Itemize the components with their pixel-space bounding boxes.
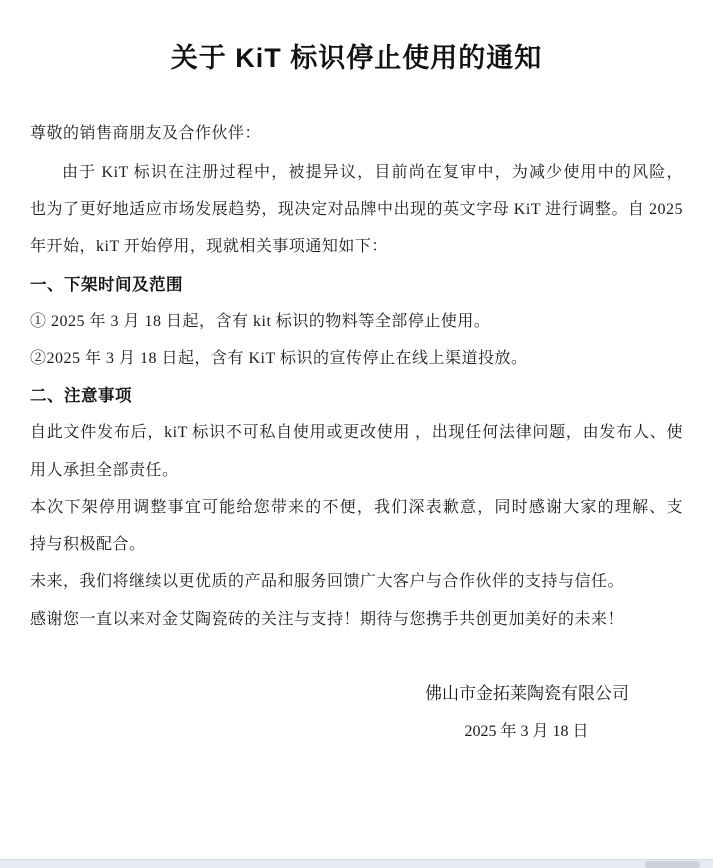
section1-heading: 一、下架时间及范围 bbox=[30, 276, 183, 294]
section2-para3: 未来，我们将继续以更优质的产品和服务回馈广大客户与合作伙伴的支持与信任。 bbox=[30, 573, 625, 590]
intro-line-2: 也为了更好地适应市场发展趋势，现决定对品牌中出现的英文字母 KiT 进行调整。自 2025 bbox=[30, 201, 683, 218]
greeting-line: 尊敬的销售商朋友及合作伙伴： bbox=[30, 125, 262, 142]
section1-item-1: ① 2025 年 3 月 18 日起，含有 kit 标识的物料等全部停止使用。 bbox=[30, 313, 491, 330]
signature-company: 佛山市金拓莱陶瓷有限公司 bbox=[425, 684, 629, 703]
section2-para4: 感谢您一直以来对金艾陶瓷砖的关注与支持！期待与您携手共创更加美好的未来！ bbox=[30, 611, 625, 628]
signature-date: 2025 年 3 月 18 日 bbox=[464, 723, 589, 740]
section2-heading: 二、注意事项 bbox=[30, 387, 132, 405]
horizontal-scrollbar-thumb[interactable] bbox=[645, 861, 700, 868]
section1-item-2: ②2025 年 3 月 18 日起，含有 KiT 标识的宣传停止在线上渠道投放。 bbox=[30, 350, 528, 367]
horizontal-scrollbar-track[interactable] bbox=[0, 859, 713, 868]
section2-para2-line-1: 本次下架停用调整事宜可能给您带来的不便，我们深表歉意，同时感谢大家的理解、支 bbox=[30, 499, 683, 516]
section2-para2-line-2: 持与积极配合。 bbox=[30, 536, 146, 553]
intro-line-3: 年开始，kiT 开始停用，现就相关事项通知如下： bbox=[30, 238, 388, 255]
signature-block bbox=[425, 683, 628, 743]
section2-para1-line-2: 用人承担全部责任。 bbox=[30, 462, 179, 479]
page-title: 关于 KiT 标识停止使用的通知 bbox=[170, 43, 543, 73]
section2-para1-line-1: 自此文件发布后，kiT 标识不可私自使用或更改使用 ，出现任何法律问题，由发布人、使 bbox=[30, 424, 683, 441]
intro-line-1: 由于 KiT 标识在注册过程中，被提异议，目前尚在复审中，为减少使用中的风险， bbox=[62, 164, 683, 181]
